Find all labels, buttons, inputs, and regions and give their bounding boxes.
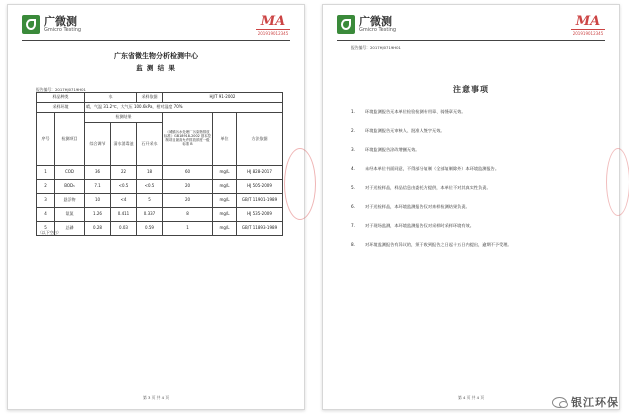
cell-value: 7.1 bbox=[85, 180, 111, 194]
item-number: 5. bbox=[351, 185, 355, 190]
cell-item: 总磷 bbox=[55, 222, 85, 236]
sample-info-row bbox=[37, 93, 283, 103]
header-results: 检测结果 bbox=[85, 113, 163, 123]
cell-standard: 20 bbox=[163, 180, 213, 194]
list-item bbox=[351, 109, 605, 128]
cell-value: 18 bbox=[137, 166, 163, 180]
header-sample2: 清水消毒池 bbox=[111, 123, 137, 166]
cma-number: 201919012345 bbox=[257, 31, 289, 36]
list-item bbox=[351, 204, 605, 223]
logo-english-name: Gmicro Testing bbox=[44, 27, 82, 33]
cell-unit: mg/L bbox=[213, 180, 237, 194]
red-seal-stamp bbox=[606, 148, 629, 216]
table-row bbox=[37, 194, 283, 208]
cma-mark-text: MA bbox=[571, 15, 605, 30]
env-label: 采样环境 bbox=[37, 103, 85, 113]
cell-value: 0.337 bbox=[137, 208, 163, 222]
report-page-notices bbox=[322, 4, 620, 410]
env-value: 晴，气温 31.2℃，大气压 100.6kPa，相对湿度 70% bbox=[85, 103, 283, 113]
logo-mark-icon bbox=[22, 15, 40, 34]
table-row bbox=[37, 208, 283, 222]
header-sample1: 综合调节 bbox=[85, 123, 111, 166]
cell-method: HJ 505-2009 bbox=[237, 180, 283, 194]
cell-value: 5 bbox=[137, 194, 163, 208]
cell-method: HJ 535-2009 bbox=[237, 208, 283, 222]
cell-unit: mg/L bbox=[213, 166, 237, 180]
header-seq: 序号 bbox=[37, 113, 55, 166]
sample-type-value: 水 bbox=[85, 93, 137, 103]
item-text: 对于送检样品，本环境监测报告仅对来样检测结果负责。 bbox=[365, 204, 470, 209]
institution-title: 广东省微生物分析检测中心 bbox=[114, 52, 198, 60]
cell-value: 0.28 bbox=[85, 222, 111, 236]
cell-value: 0.411 bbox=[111, 208, 137, 222]
report-page-results bbox=[7, 4, 305, 410]
item-text: 环境监测报告涂改增删无效。 bbox=[365, 147, 420, 152]
item-number: 1. bbox=[351, 109, 355, 114]
list-item bbox=[351, 128, 605, 147]
cma-mark-text: MA bbox=[256, 15, 290, 30]
wechat-watermark bbox=[552, 394, 619, 410]
item-text: 环境监测报告无本单位检验检测专用章、骑缝章无效。 bbox=[365, 109, 466, 114]
cell-value: 1.26 bbox=[85, 208, 111, 222]
cell-standard: 20 bbox=[163, 194, 213, 208]
cell-method: GB/T 11901-1989 bbox=[237, 194, 283, 208]
cell-standard: 1 bbox=[163, 222, 213, 236]
item-text: 环境监测报告无审核人、批准人签字无效。 bbox=[365, 128, 445, 133]
item-text: 对于现场监测，本环境监测报告仅对采样时采样环境有效。 bbox=[365, 223, 474, 228]
cell-seq: 4 bbox=[37, 208, 55, 222]
cell-standard: 8 bbox=[163, 208, 213, 222]
item-number: 2. bbox=[351, 128, 355, 133]
item-number: 3. bbox=[351, 147, 355, 152]
logo-mark-icon bbox=[337, 15, 355, 34]
cell-value: <0.5 bbox=[137, 180, 163, 194]
header-standard: 《城镇污水处理厂污染物排放标准》GB18918-2002 基本控制项目最高允许排放浓度一级标准 B bbox=[163, 113, 213, 166]
cma-certification-mark bbox=[256, 15, 290, 37]
cell-unit: mg/L bbox=[213, 222, 237, 236]
company-logo bbox=[337, 15, 396, 34]
list-item bbox=[351, 185, 605, 204]
sampling-basis-value: HJ/T 91-2002 bbox=[163, 93, 283, 103]
cell-unit: mg/L bbox=[213, 208, 237, 222]
logo-english-name: Gmicro Testing bbox=[359, 27, 397, 33]
results-table bbox=[36, 92, 283, 236]
cell-item: BOD₅ bbox=[55, 180, 85, 194]
list-item bbox=[351, 242, 605, 261]
cell-value: 0.03 bbox=[111, 222, 137, 236]
cell-method: HJ 828-2017 bbox=[237, 166, 283, 180]
cell-item: 悬浮物 bbox=[55, 194, 85, 208]
list-item bbox=[351, 147, 605, 166]
notice-title: 注意事项 bbox=[453, 85, 489, 94]
cell-value: 0.59 bbox=[137, 222, 163, 236]
red-seal-stamp bbox=[284, 148, 316, 220]
item-number: 8. bbox=[351, 242, 355, 247]
cma-number: 201919012345 bbox=[572, 31, 604, 36]
notice-list bbox=[351, 109, 605, 261]
cell-item: 氨氮 bbox=[55, 208, 85, 222]
logo-chinese-name: 广微测 bbox=[44, 15, 77, 28]
cma-certification-mark bbox=[571, 15, 605, 37]
sample-type-label: 样品种类 bbox=[37, 93, 85, 103]
header-unit: 单位 bbox=[213, 113, 237, 166]
item-text: 未经本单位书面同意，不得部分复制（全部复制除外）本环境监测报告。 bbox=[365, 166, 500, 171]
cell-seq: 1 bbox=[37, 166, 55, 180]
cell-value: 10 bbox=[85, 194, 111, 208]
blank-below-note: （以下空白） bbox=[38, 230, 61, 235]
header-method: 方法依据 bbox=[237, 113, 283, 166]
cell-seq: 2 bbox=[37, 180, 55, 194]
item-number: 6. bbox=[351, 204, 355, 209]
list-item bbox=[351, 223, 605, 242]
cell-value: 36 bbox=[85, 166, 111, 180]
watermark-text: 银江环保 bbox=[571, 396, 619, 409]
cell-standard: 60 bbox=[163, 166, 213, 180]
item-number: 7. bbox=[351, 223, 355, 228]
cell-method: GB/T 11893-1989 bbox=[237, 222, 283, 236]
page-number: 第 3 页 共 4 页 bbox=[142, 395, 170, 400]
item-text: 对环境监测报告有异议的，须于收到报告之日起十五日内提出，逾期不予受理。 bbox=[365, 242, 512, 247]
sampling-basis-label: 采样依据 bbox=[137, 93, 163, 103]
cell-item: COD bbox=[55, 166, 85, 180]
table-row bbox=[37, 180, 283, 194]
table-row bbox=[37, 166, 283, 180]
header-item: 检测项目 bbox=[55, 113, 85, 166]
page-number: 第 4 页 共 4 页 bbox=[457, 395, 485, 400]
header-divider bbox=[22, 40, 290, 41]
header-divider bbox=[337, 40, 605, 41]
list-item bbox=[351, 166, 605, 185]
table-row bbox=[37, 222, 283, 236]
env-info-row bbox=[37, 103, 283, 113]
wechat-icon bbox=[552, 397, 567, 408]
item-number: 4. bbox=[351, 166, 355, 171]
cell-value: <0.5 bbox=[111, 180, 137, 194]
report-number: 报告编号：2017HJ0719H01 bbox=[36, 87, 86, 92]
results-subtitle: 监 测 结 果 bbox=[136, 64, 176, 72]
item-text: 对于送检样品，样品信息由委托方提供，本单位不对其真实性负责。 bbox=[365, 185, 491, 190]
cell-seq: 5 bbox=[37, 222, 55, 236]
report-number: 报告编号：2017HJ0719H01 bbox=[351, 45, 401, 50]
cell-seq: 3 bbox=[37, 194, 55, 208]
cell-unit: mg/L bbox=[213, 194, 237, 208]
header-row-1 bbox=[37, 113, 283, 123]
cell-value: <4 bbox=[111, 194, 137, 208]
logo-chinese-name: 广微测 bbox=[359, 15, 392, 28]
company-logo bbox=[22, 15, 81, 34]
header-sample3: 石开采水 bbox=[137, 123, 163, 166]
cell-value: 22 bbox=[111, 166, 137, 180]
